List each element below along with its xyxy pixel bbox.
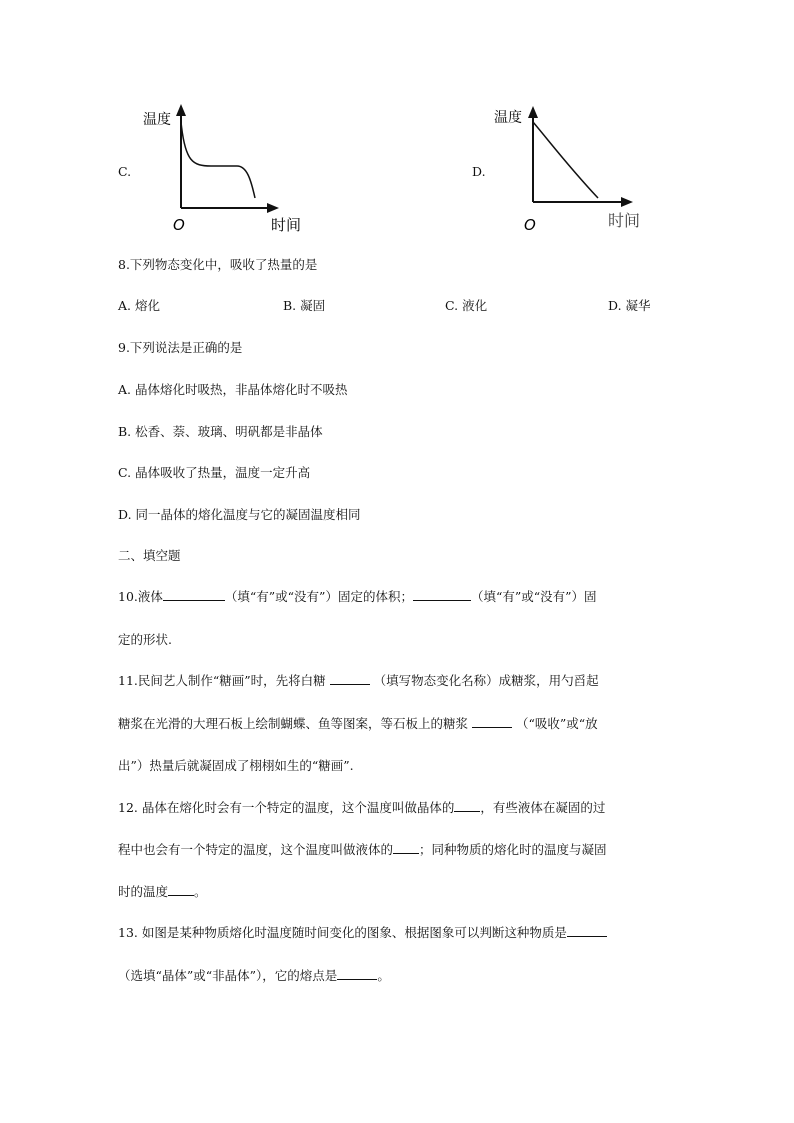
q12-text-4: ；同种物质的熔化时的温度与凝固 — [419, 842, 607, 857]
q8-option-d: D. 凝华 — [608, 298, 651, 313]
q12-line-2 — [118, 842, 607, 858]
q8-option-a: A. 熔化 — [118, 298, 160, 313]
q10-line-1 — [118, 589, 597, 605]
q11-line-2 — [118, 716, 598, 732]
q11-line-1 — [118, 673, 599, 689]
q13-line-2 — [118, 968, 390, 984]
q11-line-3: 出”）热量后就凝固成了栩栩如生的“糖画”. — [118, 758, 354, 773]
q9-option-b: B. 松香、萘、玻璃、明矾都是非晶体 — [118, 424, 323, 439]
q9-option-a: A. 晶体熔化时吸热，非晶体熔化时不吸热 — [118, 382, 348, 397]
q13-blank-2 — [337, 968, 377, 980]
q11-blank-2 — [472, 716, 512, 728]
graph-c-temperature-time-curve — [135, 100, 315, 240]
q10-line-2: 定的形状. — [118, 632, 172, 647]
q9-stem: 9.下列说法是正确的是 — [118, 340, 243, 355]
q12-text-1: 12. 晶体在熔化时会有一个特定的温度，这个温度叫做晶体的 — [118, 800, 455, 815]
q13-blank-1 — [567, 925, 607, 937]
q12-text-6: 。 — [194, 884, 207, 899]
q12-line-1 — [118, 800, 605, 816]
q12-text-3: 程中也会有一个特定的温度，这个温度叫做液体的 — [118, 842, 394, 857]
q10-blank-1 — [163, 589, 225, 601]
q12-blank-1 — [454, 800, 480, 812]
graph-c-x-label: 时间 — [271, 216, 302, 234]
graph-c-curve — [181, 122, 255, 198]
q12-line-3 — [118, 884, 207, 900]
graph-d-y-arrow — [528, 106, 538, 118]
graph-c-option-label: C. — [118, 164, 132, 179]
q10-text-3: （填“有”或“没有”）固 — [470, 589, 597, 604]
graph-c-y-arrow — [176, 104, 186, 116]
q10-text-1: 10.液体 — [118, 589, 163, 604]
q12-blank-2 — [393, 842, 419, 854]
graph-c-origin-label: O — [173, 216, 185, 234]
q12-blank-3 — [168, 884, 194, 896]
graph-c-x-arrow — [267, 203, 279, 213]
q10-blank-2 — [413, 589, 471, 601]
graph-d-x-arrow — [621, 197, 633, 207]
q9-option-c: C. 晶体吸收了热量，温度一定升高 — [118, 465, 311, 480]
section-title: 二、填空题 — [118, 548, 181, 563]
graph-d-option-label: D. — [472, 164, 486, 179]
graph-d-origin-label: O — [524, 216, 536, 234]
q13-text-2: （选填“晶体”或“非晶体”），它的熔点是 — [118, 968, 338, 983]
q13-text-1: 13. 如图是某种物质熔化时温度随时间变化的图象、根据图象可以判断这种物质是 — [118, 925, 567, 940]
graph-d-temperature-time-curve — [490, 100, 670, 240]
graph-c-y-label: 温度 — [143, 112, 171, 128]
q11-text-2: （填写物态变化名称）成糖浆，用勺舀起 — [369, 673, 599, 688]
q12-text-2: ，有些液体在凝固的过 — [480, 800, 606, 815]
q12-text-5: 时的温度 — [118, 884, 169, 899]
q11-text-3: 糖浆在光滑的大理石板上绘制蝴蝶、鱼等图案，等石板上的糖浆 — [118, 716, 472, 731]
q11-blank-1 — [330, 673, 370, 685]
q13-text-3: 。 — [377, 968, 390, 983]
q11-text-1: 11.民间艺人制作“糖画”时，先将白糖 — [118, 673, 330, 688]
q8-option-b: B. 凝固 — [283, 298, 326, 313]
graph-d-y-label: 温度 — [494, 110, 522, 126]
q9-option-d: D. 同一晶体的熔化温度与它的凝固温度相同 — [118, 507, 361, 522]
q8-option-c: C. 液化 — [445, 298, 488, 313]
q8-stem: 8.下列物态变化中，吸收了热量的是 — [118, 257, 318, 272]
graph-d-curve — [533, 122, 598, 198]
graph-d-x-label: 时间 — [608, 211, 641, 230]
q13-line-1 — [118, 925, 607, 941]
q10-text-2: （填“有”或“没有”）固定的体积； — [224, 589, 413, 604]
q11-text-4: （“吸收”或“放 — [511, 716, 598, 731]
